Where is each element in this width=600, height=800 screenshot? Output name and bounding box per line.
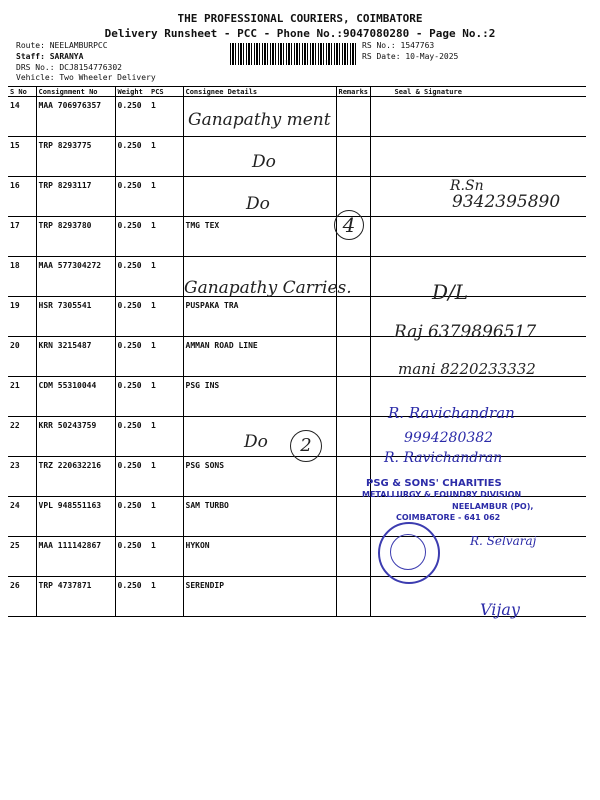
handwriting-do: Do — [244, 432, 268, 452]
route-label: Route: NEELAMBURPCC — [16, 41, 108, 50]
cell-consignment-no: CDM 55310044 — [36, 377, 115, 417]
cell-weight: 0.250 — [115, 537, 149, 577]
column-header: Consignment No — [36, 87, 115, 97]
cell-weight: 0.250 — [115, 337, 149, 377]
column-header: Remarks — [336, 87, 370, 97]
cell-consignment-no: TRP 8293117 — [36, 177, 115, 217]
cell-pcs: 1 — [149, 297, 183, 337]
cell-signature — [370, 257, 586, 297]
cell-pcs: 1 — [149, 257, 183, 297]
cell-pcs: 1 — [149, 577, 183, 617]
handwriting-dl: D/L — [432, 280, 469, 304]
stamp-line: NEELAMBUR (PO), — [452, 502, 534, 511]
cell-weight: 0.250 — [115, 377, 149, 417]
cell-signature — [370, 97, 586, 137]
handwriting-phone: 9342395890 — [452, 192, 561, 212]
cell-consignment-no: VPL 948551163 — [36, 497, 115, 537]
cell-sno: 26 — [8, 577, 36, 617]
handwriting-do: Do — [246, 194, 270, 214]
cell-consignment-no: MAA 706976357 — [36, 97, 115, 137]
table-header-row — [8, 87, 586, 97]
cell-consignee: PSG INS — [183, 377, 336, 417]
column-header: S No — [8, 87, 36, 97]
cell-remarks — [336, 537, 370, 577]
cell-sno: 20 — [8, 337, 36, 377]
cell-weight: 0.250 — [115, 257, 149, 297]
rs-date: RS Date: 10-May-2025 — [362, 52, 459, 61]
cell-pcs: 1 — [149, 497, 183, 537]
cell-remarks — [336, 377, 370, 417]
handwriting-signature: R. Ravichandran — [388, 404, 515, 422]
cell-remarks — [336, 417, 370, 457]
cell-sno: 15 — [8, 137, 36, 177]
handwriting-ganapathy-carries: Ganapathy Carries. — [184, 278, 352, 298]
vehicle-label: Vehicle: Two Wheeler Delivery — [16, 73, 156, 82]
cell-sno: 23 — [8, 457, 36, 497]
cell-weight: 0.250 — [115, 417, 149, 457]
cell-pcs: 1 — [149, 377, 183, 417]
cell-remarks — [336, 137, 370, 177]
cell-sno: 24 — [8, 497, 36, 537]
cell-consignee: SAM TURBO — [183, 497, 336, 537]
cell-remarks — [336, 337, 370, 377]
cell-pcs: 1 — [149, 337, 183, 377]
cell-weight: 0.250 — [115, 97, 149, 137]
stamp-line: PSG & SONS' CHARITIES — [366, 478, 502, 489]
cell-remarks — [336, 577, 370, 617]
cell-sno: 25 — [8, 537, 36, 577]
cell-weight: 0.250 — [115, 577, 149, 617]
cell-pcs: 1 — [149, 97, 183, 137]
cell-pcs: 1 — [149, 457, 183, 497]
cell-weight: 0.250 — [115, 177, 149, 217]
cell-sno: 16 — [8, 177, 36, 217]
cell-signature — [370, 137, 586, 177]
stamp-line: METALLURGY & FOUNDRY DIVISION — [362, 490, 522, 499]
column-header: Consignee Details — [183, 87, 336, 97]
cell-pcs: 1 — [149, 417, 183, 457]
cell-sno: 22 — [8, 417, 36, 457]
handwriting-signature: R. Ravichandran — [384, 450, 503, 466]
handwriting-count-circle: 4 — [334, 210, 364, 240]
handwriting-rsn: R.Sn — [450, 178, 484, 194]
column-header: Weight — [115, 87, 149, 97]
cell-consignment-no: TRP 4737871 — [36, 577, 115, 617]
column-header: PCS — [149, 87, 183, 97]
cell-remarks — [336, 497, 370, 537]
drs-number: DRS No.: DCJ8154776302 — [16, 63, 122, 72]
handwriting-count-circle: 2 — [290, 430, 322, 462]
cell-consignment-no: KRR 50243759 — [36, 417, 115, 457]
table-row — [8, 137, 586, 177]
cell-consignment-no: HSR 7305541 — [36, 297, 115, 337]
barcode-image — [230, 43, 358, 65]
runsheet-subtitle: Delivery Runsheet - PCC - Phone No.:9047080280 - Page No.:2 — [104, 27, 496, 40]
table-row — [8, 217, 586, 257]
cell-consignee: TMG TEX — [183, 217, 336, 257]
cell-consignment-no: MAA 577304272 — [36, 257, 115, 297]
cell-consignee: HYKON — [183, 537, 336, 577]
cell-pcs: 1 — [149, 217, 183, 257]
rs-number: RS No.: 1547763 — [362, 41, 435, 50]
handwriting-phone: 9994280382 — [404, 430, 494, 446]
round-seal-center — [390, 534, 426, 570]
cell-weight: 0.250 — [115, 217, 149, 257]
cell-consignment-no: MAA 111142867 — [36, 537, 115, 577]
cell-pcs: 1 — [149, 537, 183, 577]
cell-sno: 18 — [8, 257, 36, 297]
cell-remarks — [336, 297, 370, 337]
handwriting-signature: R. Selvaraj — [470, 534, 537, 548]
cell-sno: 19 — [8, 297, 36, 337]
cell-consignee: PUSPAKA TRA — [183, 297, 336, 337]
cell-sno: 21 — [8, 377, 36, 417]
cell-consignment-no: TRP 8293780 — [36, 217, 115, 257]
runsheet-title: THE PROFESSIONAL COURIERS, COIMBATORE — [177, 12, 423, 25]
handwriting-mani: mani 8220233332 — [398, 360, 536, 378]
handwriting-signature: Vijay — [480, 600, 520, 619]
staff-label: Staff: SARANYA — [16, 52, 84, 61]
cell-consignee: SERENDIP — [183, 577, 336, 617]
cell-consignment-no: TRZ 220632216 — [36, 457, 115, 497]
cell-consignment-no: KRN 3215487 — [36, 337, 115, 377]
handwriting-ganapathy: Ganapathy ment — [188, 110, 331, 130]
cell-weight: 0.250 — [115, 457, 149, 497]
handwriting-do: Do — [252, 152, 276, 172]
cell-pcs: 1 — [149, 137, 183, 177]
cell-sno: 17 — [8, 217, 36, 257]
cell-sno: 14 — [8, 97, 36, 137]
cell-consignee: AMMAN ROAD LINE — [183, 337, 336, 377]
cell-weight: 0.250 — [115, 137, 149, 177]
cell-consignment-no: TRP 8293775 — [36, 137, 115, 177]
cell-weight: 0.250 — [115, 297, 149, 337]
column-header: Seal & Signature — [370, 87, 586, 97]
cell-signature — [370, 217, 586, 257]
cell-consignee: PSG SONS — [183, 457, 336, 497]
cell-weight: 0.250 — [115, 497, 149, 537]
cell-pcs: 1 — [149, 177, 183, 217]
handwriting-raj: Raj 6379896517 — [394, 322, 537, 342]
stamp-line: COIMBATORE - 641 062 — [396, 513, 501, 522]
cell-remarks — [336, 97, 370, 137]
